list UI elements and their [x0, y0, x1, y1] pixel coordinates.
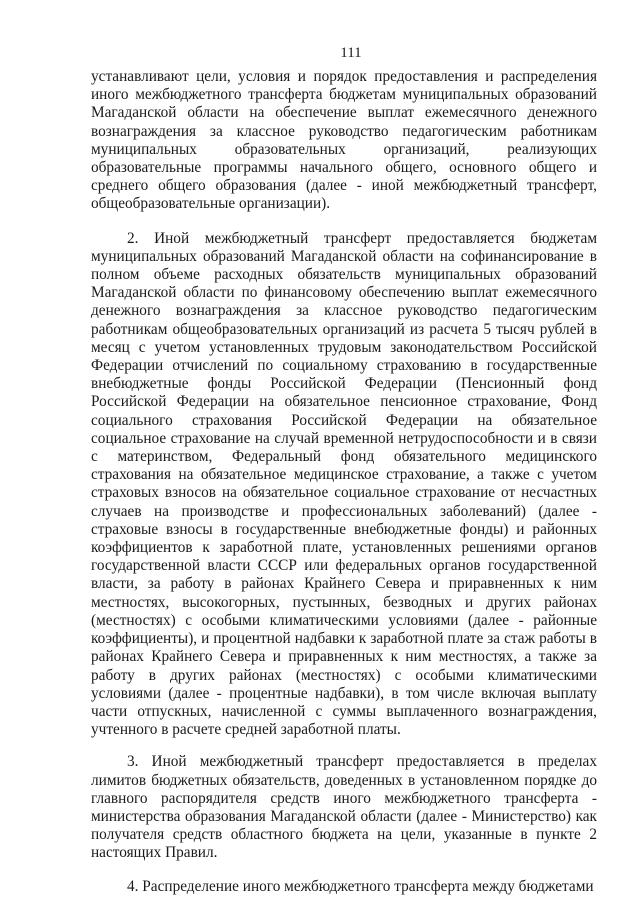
document-page [91, 44, 597, 896]
page-number: 111 [340, 45, 362, 61]
paragraph-intro-continuation: устанавливают цели, условия и порядок предоставления и распределения иного межбюджетного трансферта бюджетам муниципальных образований Магаданской области на обеспечение выплат ежемесячного денежного вознаграждения за классное руководство педагогическим работникам муниципальных образовательных организаций, реализующих образовательные программы начального общего, основного общего и среднего общего образования (далее - иной межбюджетный трансферт, общеобразовательные организации). [91, 68, 597, 213]
paragraph-item-3: 3. Иной межбюджетный трансферт предоставляется в пределах лимитов бюджетных обязательств, доведенных в установленном порядке до главного распорядителя средств иного межбюджетного трансферта - министерства образования Магаданской области (далее - Министерство) как получателя средств областного бюджета на цели, указанные в пункте 2 настоящих Правил. [91, 753, 597, 862]
paragraph-item-4: 4. Распределение иного межбюджетного трансферта между бюджетами [127, 877, 594, 895]
paragraph-item-2: 2. Иной межбюджетный трансферт предоставляется бюджетам муниципальных образований Магаданской области на софинансирование в полном объеме расходных обязательств муниципальных образований Магаданской области по финансовому обеспечению выплат ежемесячного денежного вознаграждения за классное руководство педагогическим работникам общеобразовательных организаций из расчета 5 тысяч рублей в месяц с учетом установленных трудовым законодательством Российской Федерации отчислений по социальному страхованию в государственные внебюджетные фонды Российской Федерации (Пенсионный фонд Российской Федерации на обязательное пенсионное страхование, Фонд социального страхования Российской Федерации на обязательное социальное страхование на случай временной нетрудоспособности и в связи с материнством, Федеральный фонд обязательного медицинского страхования на обязательное медицинское страхование, а также с учетом страховых взносов на обязательное социальное страхование от несчастных случаев на производстве и профессиональных заболеваний) (далее - страховые взносы в государственные внебюджетные фонды) и районных коэффициентов к заработной плате, установленных решениями органов государственной власти СССР или федеральных органов государственной власти, за работу в районах Крайнего Севера и приравненных к ним местностях, высокогорных, пустынных, безводных и других районах (местностях) с особыми климатическими условиями (далее - районные коэффициенты), и процентной надбавки к заработной плате за стаж работы в районах Крайнего Севера и приравненных к ним местностях, а также за работу в других районах (местностях) с особыми климатическими условиями (далее - процентные надбавки), в том числе включая выплату части отпускных, начисленной с суммы выплаченного вознаграждения, учтенного в расчете средней заработной платы. [91, 229, 597, 739]
